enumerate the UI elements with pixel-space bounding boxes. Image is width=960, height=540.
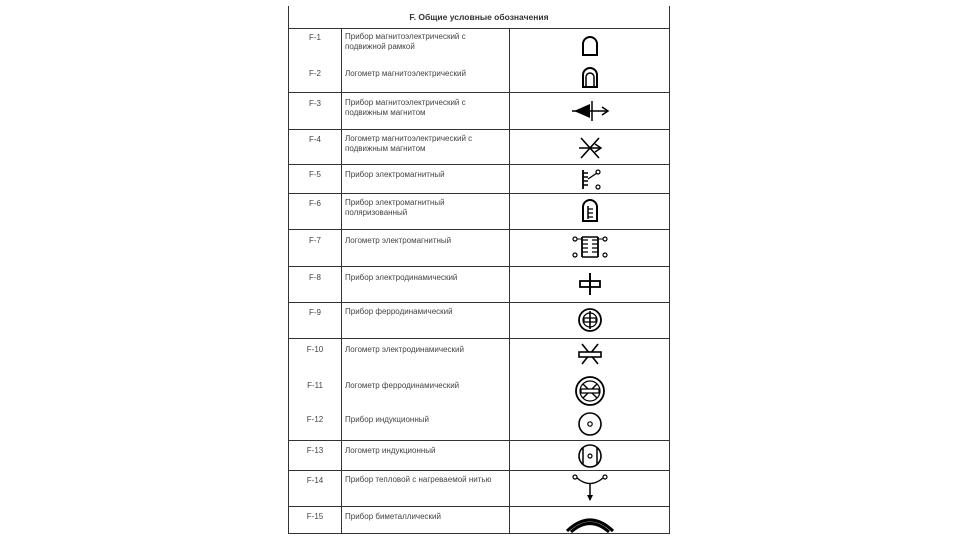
row-code: F-9 [309,308,321,317]
row-code: F-11 [307,381,323,390]
row-description: Прибор электромагнитный поляризованный [345,198,445,217]
row-code: F-2 [309,69,321,78]
hot-wire-icon [509,473,671,503]
row-description: Прибор биметаллический [345,512,441,521]
table-row [289,229,669,266]
row-description: Логометр электромагнитный [345,236,452,245]
row-code: F-8 [309,273,321,282]
row-description: Прибор электромагнитный [345,170,445,179]
moving-magnet-icon [509,99,671,123]
row-description: Прибор электродинамический [345,273,458,282]
induction-icon [509,411,671,437]
fd-ratiometer-icon [509,375,671,407]
row-description: Логометр электродинамический [345,345,464,354]
electrodynamic-icon [509,271,671,297]
bimetallic-icon [509,511,671,533]
ferrodynamic-icon [509,306,671,334]
mec-ratiometer-icon [509,65,671,89]
induction-ratiometer-icon [509,443,671,469]
row-description: Логометр магнитоэлектрический [345,69,466,78]
row-code: F-15 [306,512,324,521]
row-code: F-5 [309,170,321,179]
row-description: Прибор магнитоэлектрический с подвижным магнитом [345,98,466,117]
row-description: Прибор ферродинамический [345,307,453,316]
row-description: Логометр ферродинамический [345,381,460,390]
table-row [289,92,669,129]
table-row [289,129,669,164]
moving-coil-icon [509,35,671,57]
row-code: F-13 [306,446,324,455]
em-ratiometer-icon [509,233,671,261]
row-description: Прибор тепловой с нагреваемой нитью [345,475,492,484]
row-code: F-12 [306,415,324,424]
table-row [289,338,669,440]
table-row [289,164,669,193]
table-row [289,506,669,534]
row-code: F-4 [309,135,321,144]
row-code: F-10 [306,345,324,354]
table-row [289,302,669,338]
row-code: F-3 [309,99,321,108]
row-code: F-14 [306,476,324,485]
moving-magnet-ratiometer-icon [509,134,671,162]
electromagnetic-icon [509,167,671,192]
row-code: F-1 [309,33,321,42]
table-row [289,470,669,506]
table-row [289,193,669,229]
table-row [289,266,669,302]
row-code: F-7 [309,236,321,245]
row-description: Прибор магнитоэлектрический с подвижной рамкой [345,32,466,51]
row-code: F-6 [309,199,321,208]
table-title: F. Общие условные обозначения [409,12,549,22]
table-row [289,28,669,92]
row-description: Прибор индукционный [345,415,429,424]
table-row [289,440,669,470]
row-description: Логометр магнитоэлектрический с подвижным магнитом [345,134,473,153]
symbols-table [288,6,670,534]
row-description: Логометр индукционный [345,446,436,455]
polarized-electromagnetic-icon [509,197,671,223]
ed-ratiometer-icon [509,341,671,367]
